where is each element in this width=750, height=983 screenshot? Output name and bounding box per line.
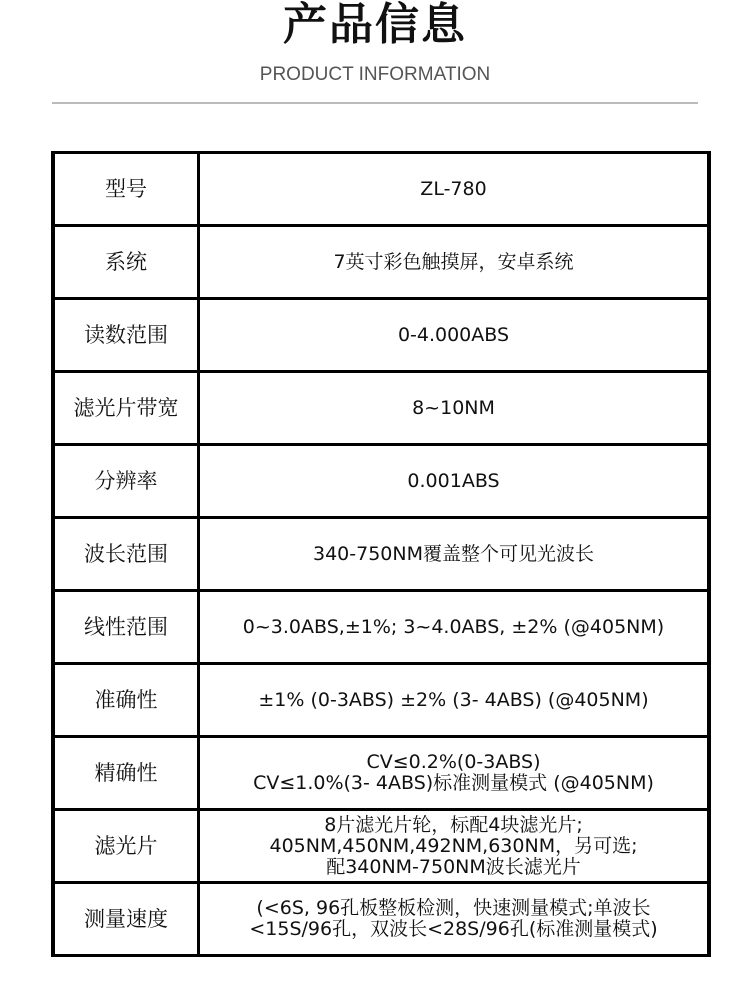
spec-label: 线性范围: [53, 591, 199, 664]
spec-label: 系统: [53, 226, 199, 299]
spec-value: [199, 737, 710, 810]
spec-value: [199, 591, 710, 664]
spec-value-line: 0.001ABS: [407, 469, 500, 492]
spec-value: [199, 664, 710, 737]
spec-label: 波长范围: [53, 518, 199, 591]
spec-value-line: CV≤0.2%(0-3ABS): [366, 751, 541, 773]
spec-row: [53, 372, 709, 445]
spec-row: [53, 299, 709, 372]
spec-row: [53, 445, 709, 518]
spec-label: 型号: [53, 153, 199, 226]
spec-row: [53, 810, 709, 883]
spec-value-line: ZL-780: [420, 177, 487, 200]
spec-row: [53, 664, 709, 737]
spec-value-line: 7英寸彩色触摸屏，安卓系统: [333, 250, 574, 273]
spec-row: [53, 226, 709, 299]
spec-row: [53, 153, 709, 226]
spec-value: [199, 299, 710, 372]
spec-label: 滤光片带宽: [53, 372, 199, 445]
spec-value-line: 340-750NM覆盖整个可见光波长: [313, 542, 594, 565]
page-subtitle: PRODUCT INFORMATION: [259, 64, 491, 85]
spec-value: [199, 518, 710, 591]
spec-value-line: 0-4.000ABS: [397, 323, 510, 346]
page-title: 产品信息: [283, 0, 467, 50]
divider: [52, 102, 698, 104]
spec-value: [199, 810, 710, 883]
spec-label: 精确性: [53, 737, 199, 810]
spec-value: [199, 372, 710, 445]
spec-row: [53, 591, 709, 664]
spec-value: [199, 883, 710, 956]
spec-row: [53, 883, 709, 956]
spec-label: 滤光片: [53, 810, 199, 883]
spec-value-line: CV≤1.0%(3- 4ABS)标准测量模式 (@405NM): [253, 772, 654, 794]
spec-value-line: (<6S, 96孔板整板检测，快速测量模式;单波长: [256, 897, 651, 919]
spec-value-line: 配340NM-750NM波长滤光片: [326, 855, 581, 878]
spec-row: [53, 518, 709, 591]
spec-value: [199, 445, 710, 518]
spec-label: 读数范围: [53, 299, 199, 372]
spec-value: [199, 226, 710, 299]
spec-value: [199, 153, 710, 226]
spec-value-line: 0~3.0ABS,±1%; 3~4.0ABS, ±2% (@405NM): [242, 615, 665, 638]
spec-row: [53, 737, 709, 810]
spec-value-line: ±1% (0-3ABS) ±2% (3- 4ABS) (@405NM): [258, 688, 649, 711]
spec-value-line: 8片滤光片轮，标配4块滤光片;: [324, 813, 583, 836]
spec-value-line: 8~10NM: [412, 396, 495, 419]
spec-label: 测量速度: [53, 883, 199, 956]
spec-label: 分辨率: [53, 445, 199, 518]
spec-value-line: 405NM,450NM,492NM,630NM，另可选;: [269, 834, 638, 857]
spec-value-line: <15S/96孔，双波长<28S/96孔(标准测量模式): [249, 918, 658, 940]
spec-table: [51, 151, 711, 957]
spec-label: 准确性: [53, 664, 199, 737]
